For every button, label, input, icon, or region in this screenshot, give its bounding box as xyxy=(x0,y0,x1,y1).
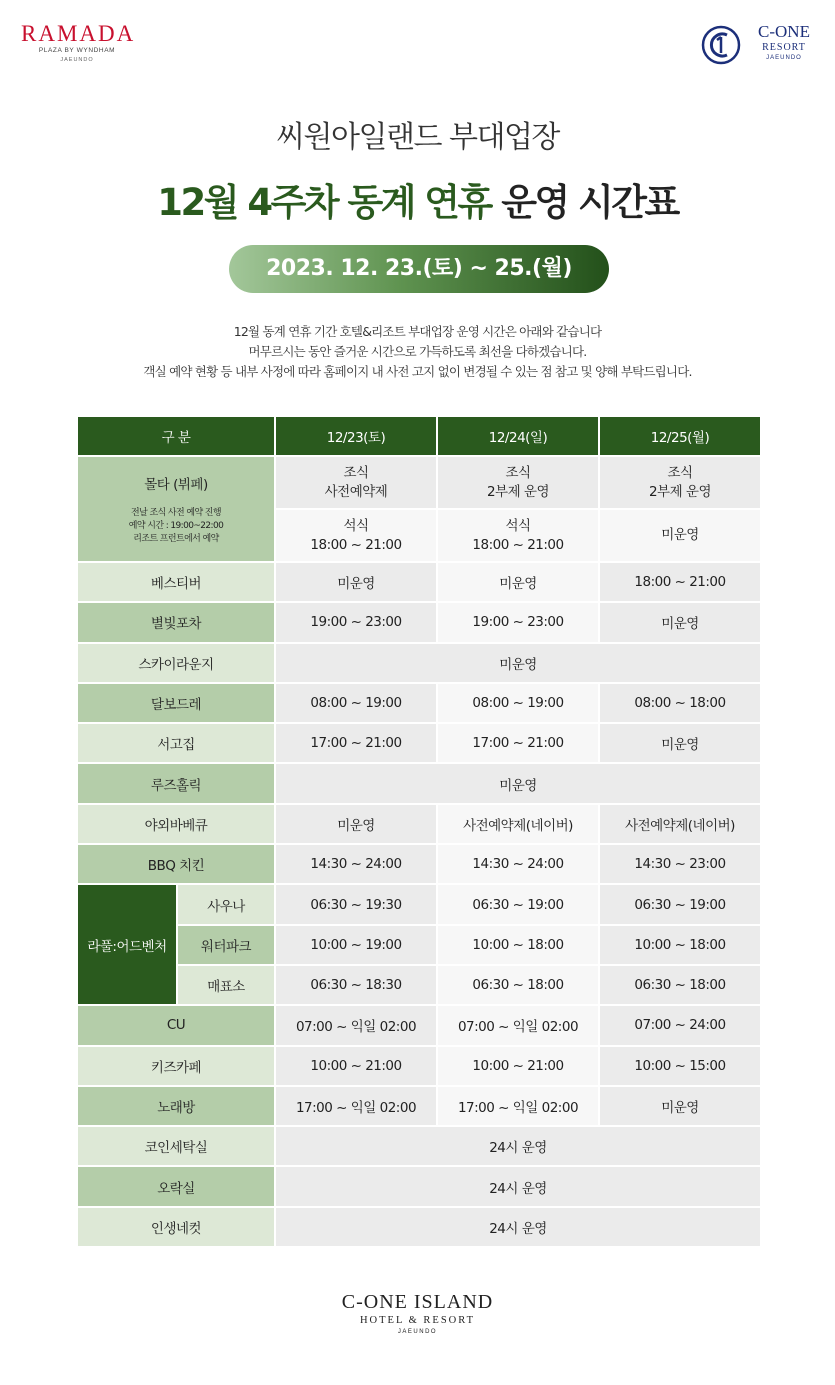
note-line: 예약 시간 : 19:00~22:00 xyxy=(128,520,224,531)
facility-name: 노래방 xyxy=(77,1086,275,1126)
footer-line3: JAEUNDO xyxy=(397,1329,438,1335)
table-cell xyxy=(437,509,599,562)
table-cell: 14:30 ~ 24:00 xyxy=(275,844,437,884)
intro-line: 12월 동계 연휴 기간 호텔&리조트 부대업장 운영 시간은 아래와 같습니다 xyxy=(233,324,602,339)
table-cell: 07:00 ~ 익일 02:00 xyxy=(437,1005,599,1045)
table-cell: 24시 운영 xyxy=(275,1207,761,1247)
page-title-dark: 운영 시간표 xyxy=(501,181,678,224)
table-cell xyxy=(599,509,761,562)
facility-name: 루즈홀릭 xyxy=(77,763,275,803)
table-cell: 미운영 xyxy=(599,602,761,642)
table-row xyxy=(77,925,761,965)
table-cell: 06:30 ~ 18:30 xyxy=(275,965,437,1005)
intro-line: 객실 예약 현황 등 내부 사정에 따라 홈페이지 내 사전 고지 없이 변경될 수 있는 점 참고 및 양해 부탁드립니다. xyxy=(143,364,692,379)
table-row xyxy=(77,1086,761,1126)
cell-line: 사전예약제 xyxy=(324,483,388,500)
table-cell: 10:00 ~ 19:00 xyxy=(275,925,437,965)
intro-text xyxy=(0,322,835,382)
schedule-table xyxy=(76,415,762,1248)
facility-name: 서고집 xyxy=(77,723,275,763)
table-row xyxy=(77,1207,761,1247)
note-line: 전날 조식 사전 예약 진행 xyxy=(131,507,221,518)
cone-resort-logo xyxy=(700,22,820,66)
facility-name xyxy=(77,456,275,562)
table-cell: 19:00 ~ 23:00 xyxy=(275,602,437,642)
cone-emblem-icon xyxy=(700,24,742,66)
table-cell: 미운영 xyxy=(275,804,437,844)
table-row xyxy=(77,562,761,602)
table-row xyxy=(77,1046,761,1086)
facility-name: 코인세탁실 xyxy=(77,1126,275,1166)
table-row xyxy=(77,844,761,884)
table-row xyxy=(77,1005,761,1045)
facility-subname: 사우나 xyxy=(177,884,275,924)
table-cell: 24시 운영 xyxy=(275,1126,761,1166)
table-cell: 19:00 ~ 23:00 xyxy=(437,602,599,642)
reservation-note xyxy=(78,507,274,546)
table-cell: 08:00 ~ 19:00 xyxy=(275,683,437,723)
table-row xyxy=(77,602,761,642)
table-row xyxy=(77,723,761,763)
table-cell: 06:30 ~ 19:00 xyxy=(599,884,761,924)
table-cell: 17:00 ~ 21:00 xyxy=(275,723,437,763)
facility-name: 인생네컷 xyxy=(77,1207,275,1247)
table-cell: 07:00 ~ 24:00 xyxy=(599,1005,761,1045)
facility-name: 야외바베큐 xyxy=(77,804,275,844)
date-range-badge: 2023. 12. 23.(토) ~ 25.(월) xyxy=(229,245,609,293)
table-row xyxy=(77,763,761,803)
header-date: 12/23(토) xyxy=(275,416,437,456)
table-row xyxy=(77,884,761,924)
table-cell: 06:30 ~ 19:30 xyxy=(275,884,437,924)
ramada-location-text: JAEUNDO xyxy=(60,57,94,63)
facility-name: 별빛포차 xyxy=(77,602,275,642)
table-cell: 미운영 xyxy=(275,763,761,803)
facility-name: CU xyxy=(77,1005,275,1045)
cell-line: 석식 xyxy=(505,517,531,534)
cell-line: 조식 xyxy=(343,464,369,481)
cell-line: 18:00 ~ 21:00 xyxy=(310,536,402,553)
table-cell: 06:30 ~ 18:00 xyxy=(437,965,599,1005)
facility-name-text: 몰타 (뷔페) xyxy=(144,476,208,493)
table-cell: 18:00 ~ 21:00 xyxy=(599,562,761,602)
footer-line1: C-ONE ISLAND xyxy=(341,1291,494,1313)
table-row xyxy=(77,643,761,683)
intro-line: 머무르시는 동안 즐거운 시간으로 가득하도록 최선을 다하겠습니다. xyxy=(248,344,587,359)
table-cell xyxy=(437,456,599,509)
note-line: 리조트 프런트에서 예약 xyxy=(133,533,219,544)
header-category: 구 분 xyxy=(77,416,275,456)
cell-line: 18:00 ~ 21:00 xyxy=(472,536,564,553)
table-cell: 24시 운영 xyxy=(275,1166,761,1206)
table-cell: 미운영 xyxy=(275,643,761,683)
footer-logo xyxy=(0,1290,835,1337)
table-cell: 07:00 ~ 익일 02:00 xyxy=(275,1005,437,1045)
table-cell xyxy=(599,456,761,509)
table-cell: 14:30 ~ 24:00 xyxy=(437,844,599,884)
cell-line: 미운영 xyxy=(661,527,699,543)
table-cell: 미운영 xyxy=(599,723,761,763)
table-cell: 17:00 ~ 익일 02:00 xyxy=(437,1086,599,1126)
facility-name: 달보드레 xyxy=(77,683,275,723)
table-row xyxy=(77,456,761,509)
page-title-green: 12월 4주차 동계 연휴 xyxy=(157,181,491,224)
header-date: 12/24(일) xyxy=(437,416,599,456)
table-cell: 17:00 ~ 익일 02:00 xyxy=(275,1086,437,1126)
table-row xyxy=(77,804,761,844)
table-cell: 10:00 ~ 21:00 xyxy=(437,1046,599,1086)
facility-subname: 매표소 xyxy=(177,965,275,1005)
table-cell: 10:00 ~ 21:00 xyxy=(275,1046,437,1086)
table-cell: 10:00 ~ 18:00 xyxy=(437,925,599,965)
header-date: 12/25(월) xyxy=(599,416,761,456)
table-cell xyxy=(275,509,437,562)
table-cell: 14:30 ~ 23:00 xyxy=(599,844,761,884)
page-title xyxy=(0,172,835,226)
ramada-sub-text: PLAZA BY WYNDHAM xyxy=(38,47,116,54)
table-cell: 사전예약제(네이버) xyxy=(437,804,599,844)
cell-line: 조식 xyxy=(505,464,531,481)
ramada-brand-text: RAMADA xyxy=(21,21,136,46)
table-cell: 미운영 xyxy=(437,562,599,602)
cone-logo-line1: C-ONE xyxy=(758,22,810,41)
facility-name: 키즈카페 xyxy=(77,1046,275,1086)
table-cell: 10:00 ~ 18:00 xyxy=(599,925,761,965)
facility-name: 베스티버 xyxy=(77,562,275,602)
table-row xyxy=(77,965,761,1005)
table-cell: 미운영 xyxy=(275,562,437,602)
table-cell: 10:00 ~ 15:00 xyxy=(599,1046,761,1086)
cone-logo-line3: JAEUNDO xyxy=(766,55,802,61)
facility-group-name: 라풀:어드벤처 xyxy=(77,884,177,1005)
facility-name: BBQ 치킨 xyxy=(77,844,275,884)
table-row xyxy=(77,683,761,723)
cell-line: 2부제 운영 xyxy=(648,483,712,500)
footer-line2: HOTEL & RESORT xyxy=(359,1315,476,1326)
ramada-logo xyxy=(21,21,136,63)
page-subtitle: 씨원아일랜드 부대업장 xyxy=(276,120,559,155)
facility-name: 오락실 xyxy=(77,1166,275,1206)
cell-line: 조식 xyxy=(667,464,693,481)
table-cell: 사전예약제(네이버) xyxy=(599,804,761,844)
facility-name: 스카이라운지 xyxy=(77,643,275,683)
cell-line: 석식 xyxy=(343,517,369,534)
table-row xyxy=(77,1166,761,1206)
table-cell: 17:00 ~ 21:00 xyxy=(437,723,599,763)
cell-line: 2부제 운영 xyxy=(486,483,550,500)
table-cell: 06:30 ~ 18:00 xyxy=(599,965,761,1005)
cone-logo-line2: RESORT xyxy=(762,42,806,53)
table-cell: 08:00 ~ 18:00 xyxy=(599,683,761,723)
facility-subname: 워터파크 xyxy=(177,925,275,965)
table-row xyxy=(77,1126,761,1166)
table-cell: 08:00 ~ 19:00 xyxy=(437,683,599,723)
table-cell: 06:30 ~ 19:00 xyxy=(437,884,599,924)
table-cell xyxy=(275,456,437,509)
table-cell: 미운영 xyxy=(599,1086,761,1126)
